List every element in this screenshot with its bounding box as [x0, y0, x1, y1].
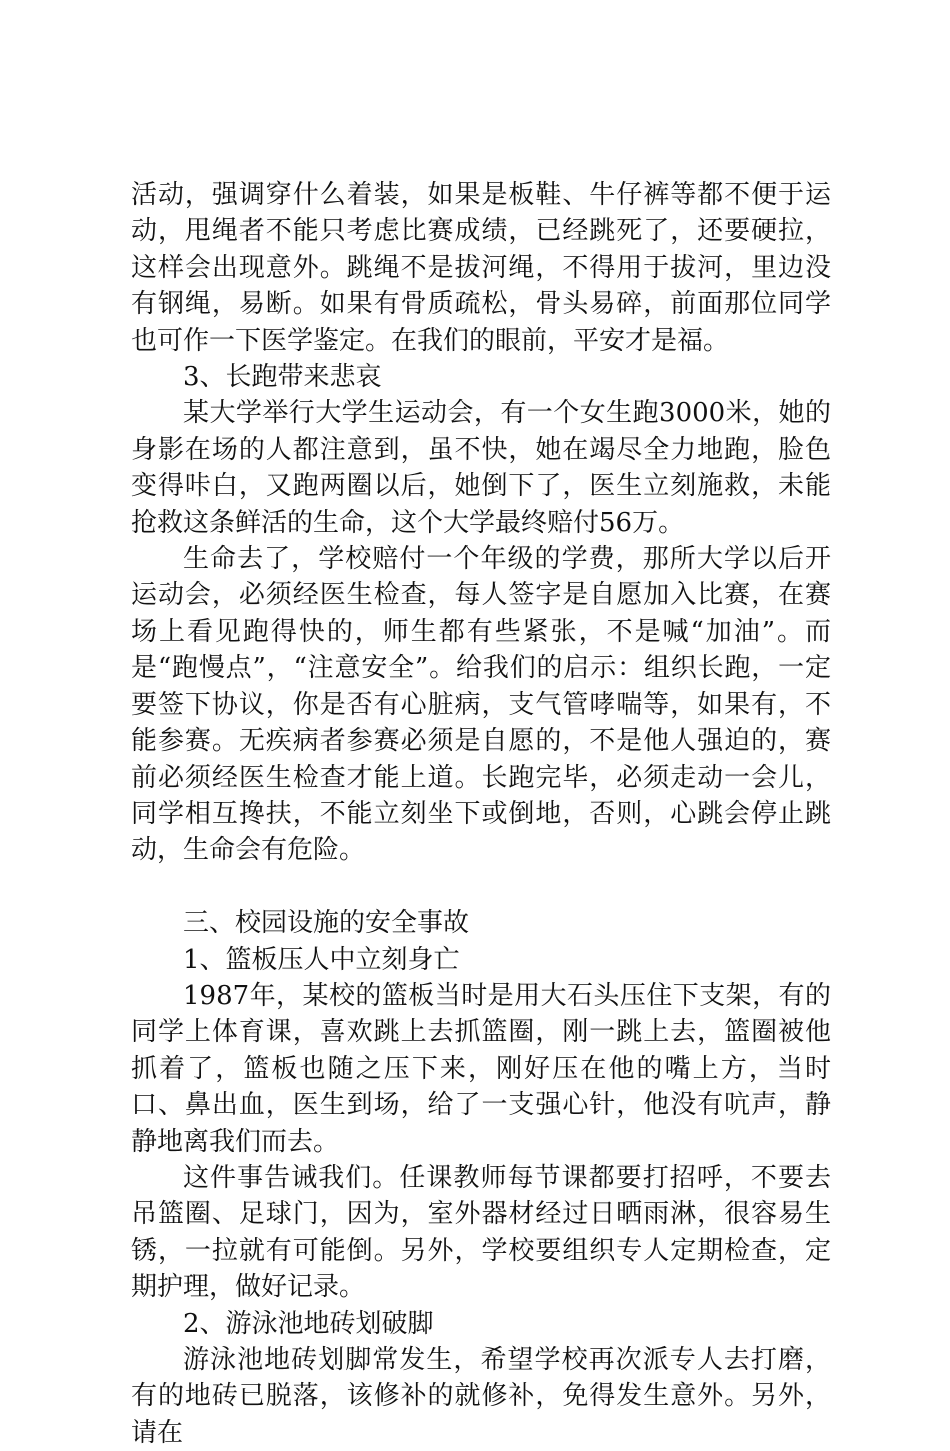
paragraph-backboard-story: 1987年，某校的篮板当时是用大石头压住下支架，有的同学上体育课，喜欢跳上去抓篮圈，刚一跳上去，篮圈被他抓着了，篮板也随之压下来，刚好压在他的嘴上方，当时口、鼻出血，医生到场，给了一支强心针，他没有吭声，静静地离我们而去。	[131, 980, 831, 1157]
heading-pool-tiles: 2、游泳池地砖划破脚	[183, 1308, 434, 1339]
paragraph-pool-tiles: 游泳池地砖划脚常发生，希望学校再次派专人去打磨，有的地砖已脱落，该修补的就修补，免得发生意外。另外，请在	[131, 1344, 831, 1448]
paragraph-long-run-lesson: 生命去了，学校赔付一个年级的学费，那所大学以后开运动会，必须经医生检查，每人签字是自愿加入比赛，在赛场上看见跑得快的，师生都有些紧张，不是喊“加油”。而是“跑慢点”，“注意安全”。给我们的启示：组织长跑，一定要签下协议，你是否有心脏病，支气管哮喘等，如果有，不能参赛。无疾病者参赛必须是自愿的，不是他人强迫的，赛前必须经医生检查才能上道。长跑完毕，必须走动一会儿，同学相互搀扶，不能立刻坐下或倒地，否则，心跳会停止跳动，生命会有危险。	[131, 544, 831, 866]
blank-line	[131, 869, 831, 905]
paragraph-backboard-lesson: 这件事告诫我们。任课教师每节课都要打招呼，不要去吊篮圈、足球门，因为，室外器材经过日晒雨淋，很容易生锈，一拉就有可能倒。另外，学校要组织专人定期检查，定期护理，做好记录。	[131, 1162, 831, 1303]
paragraph-long-run-story: 某大学举行大学生运动会，有一个女生跑3000米，她的身影在场的人都注意到，虽不快，她在竭尽全力地跑，脸色变得咔白，又跑两圈以后，她倒下了，医生立刻施救，未能抢救这条鲜活的生命，这个大学最终赔付56万。	[131, 398, 831, 538]
heading-backboard-accident: 1、篮板压人中立刻身亡	[183, 944, 460, 975]
document-page	[131, 177, 831, 1451]
heading-long-run-tragedy: 3、长跑带来悲哀	[183, 362, 382, 393]
heading-section-three: 三、校园设施的安全事故	[183, 908, 470, 939]
paragraph-continuation: 活动，强调穿什么着装，如果是板鞋、牛仔裤等都不便于运动，甩绳者不能只考虑比赛成绩，已经跳死了，还要硬拉，这样会出现意外。跳绳不是拔河绳，不得用于拔河，里边没有钢绳，易断。如果有骨质疏松，骨头易碎，前面那位同学也可作一下医学鉴定。在我们的眼前，平安才是福。	[131, 180, 831, 356]
